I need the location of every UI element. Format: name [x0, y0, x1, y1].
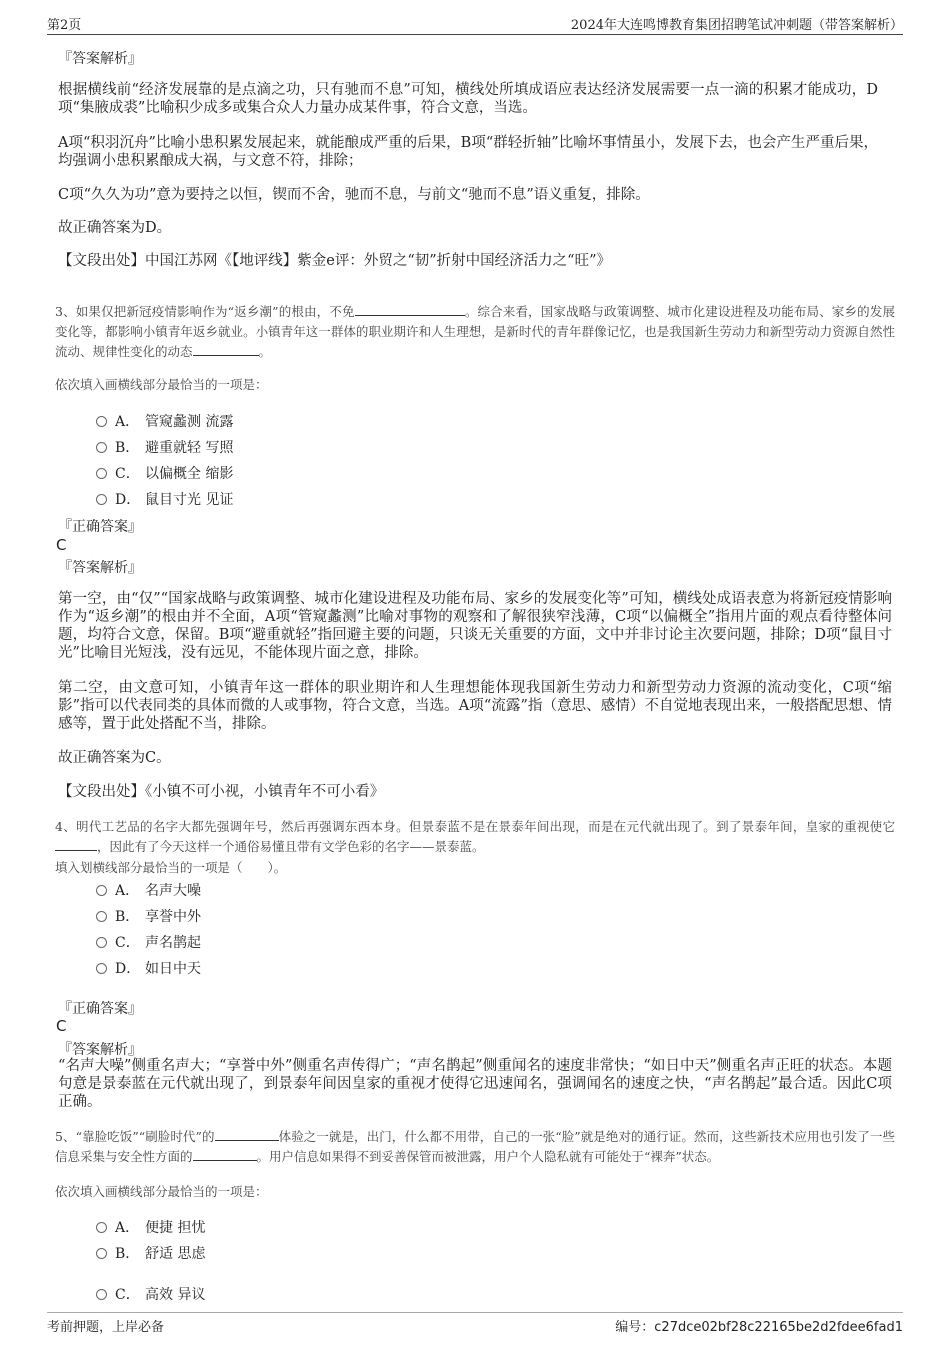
q2-analysis-p2: A项“积羽沉舟”比喻小患积累发展起来，就能酿成严重的后果，B项“群轻折轴”比喻坏事情虽小，发展下去，也会产生严重后果，均强调小患积累酿成大祸，与文意不符，排除； — [58, 135, 878, 169]
radio-icon[interactable] — [96, 468, 107, 479]
q3-analysis-p1: 第一空，由“仅”“国家战略与政策调整、城市化建设进程及功能布局、家乡的发展变化等”可知，横线处成语表意为将新冠疫情影响作为“返乡潮”的根由并不全面，A项“管窥蠡测”比喻对事物的观察和了解很狭窄浅薄，C项“以偏概全”指用片面的观点看待整体问题，均符合文意，保留。B项“避重就轻”指回避主要的问题，只谈无关重要的方面，文中并非讨论主次要问题，排除；D项“鼠目寸光”比喻目光短浅，没有远见，不能体现片面之意，排除。 — [58, 591, 892, 661]
q3-option-c[interactable]: C． 以偏概全 缩影 — [96, 463, 233, 483]
q4-option-a[interactable]: A． 名声大噪 — [96, 880, 201, 900]
q4-analysis: “名声大噪”侧重名声大；“享誉中外”侧重名声传得广；“声名鹊起”侧重闻名的速度非常快；“如日中天”侧重名声正旺的状态。本题句意是景泰蓝在元代就出现了，到景泰年间因皇家的重视才使得它迅速闻名，强调闻名的速度之快，“声名鹊起”最合适。因此C项正确。 — [58, 1058, 892, 1110]
blank-1 — [355, 303, 465, 316]
radio-icon[interactable] — [96, 416, 107, 427]
page-number: 第2页 — [47, 18, 82, 33]
question-5-text: 5、“靠脸吃饭”“刷脸时代”的 体验之一就是，出门，什么都不用带，自己的一张“脸”就是绝对的通行证。然而，这些新技术应用也引发了一些信息采集与安全性方面的 。用户信息如果得不到妥善保管而被泄露，用户个人隐私就有可能处于“裸奔”状态。 — [55, 1129, 895, 1164]
q3-answer: C — [56, 536, 67, 554]
q3-source: 【文段出处】《小镇不可小视，小镇青年不可小看》 — [58, 784, 385, 800]
q3-option-d[interactable]: D． 鼠目寸光 见证 — [96, 489, 233, 509]
footer-slogan: 考前押题，上岸必备 — [47, 1320, 165, 1335]
blank-2 — [193, 343, 259, 356]
q5-option-a[interactable]: A． 便捷 担忧 — [96, 1217, 205, 1237]
q2-final-answer: 故正确答案为D。 — [58, 220, 172, 236]
radio-icon[interactable] — [96, 494, 107, 505]
q5-option-b[interactable]: B． 舒适 思虑 — [96, 1243, 205, 1263]
q3-final-answer: 故正确答案为C。 — [58, 750, 171, 766]
q3-option-b[interactable]: B． 避重就轻 写照 — [96, 437, 233, 457]
analysis-label-q4: 『答案解析』 — [58, 1042, 142, 1058]
q2-analysis-p3: C项“久久为功”意为要持之以恒，锲而不舍，驰而不息，与前文“驰而不息”语义重复，排除。 — [58, 187, 650, 203]
question-4-prompt: 填入划横线部分最恰当的一项是（ ）。 — [55, 860, 287, 875]
blank-1 — [55, 838, 97, 851]
q4-option-d[interactable]: D． 如日中天 — [96, 958, 201, 978]
radio-icon[interactable] — [96, 1248, 107, 1259]
q4-option-c[interactable]: C． 声名鹊起 — [96, 932, 201, 952]
q2-source: 【文段出处】中国江苏网《【地评线】紫金e评：外贸之“韧”折射中国经济活力之“旺”》 — [58, 253, 611, 269]
analysis-label-q2: 『答案解析』 — [58, 51, 142, 67]
page-header — [47, 12, 903, 35]
document-title: 2024年大连鸣博教育集团招聘笔试冲刺题（带答案解析） — [570, 18, 903, 33]
q3-option-a[interactable]: A． 管窥蠡测 流露 — [96, 411, 233, 431]
blank-1 — [215, 1128, 279, 1141]
radio-icon[interactable] — [96, 963, 107, 974]
radio-icon[interactable] — [96, 1289, 107, 1300]
radio-icon[interactable] — [96, 885, 107, 896]
radio-icon[interactable] — [96, 442, 107, 453]
radio-icon[interactable] — [96, 1222, 107, 1233]
q3-analysis-p2: 第二空，由文意可知，小镇青年这一群体的职业期许和人生理想能体现我国新生劳动力和新型劳动力资源的流动变化，C项“缩影”指可以代表同类的具体而微的人或事物，符合文意，当选。A项“流露”指（意思、感情）不自觉地表现出来，一般搭配思想、情感等，置于此处搭配不当，排除。 — [58, 680, 892, 732]
question-3-prompt: 依次填入画横线部分最恰当的一项是： — [55, 377, 268, 392]
page-footer — [47, 1312, 903, 1337]
correct-label-q3: 『正确答案』 — [58, 519, 142, 535]
radio-icon[interactable] — [96, 911, 107, 922]
analysis-label-q3: 『答案解析』 — [58, 560, 142, 576]
q4-answer: C — [56, 1017, 67, 1035]
question-3-text: 3、如果仅把新冠疫情影响作为“返乡潮”的根由，不免 。综合来看，国家战略与政策调整、城市化建设进程及功能布局、家乡的发展变化等，都影响小镇青年返乡就业。小镇青年这一群体的职业期许和人生理想，是新时代的青年群像记忆，也是我国新生劳动力和新型劳动力资源自然性流动、规律性变化的动态 。 — [55, 304, 895, 359]
q5-option-c[interactable]: C． 高效 异议 — [96, 1284, 205, 1304]
document-code: 编号：c27dce02bf28c22165be2d2fdee6fad1 — [615, 1320, 903, 1335]
question-5-prompt: 依次填入画横线部分最恰当的一项是： — [55, 1184, 268, 1199]
correct-label-q4: 『正确答案』 — [58, 1001, 142, 1017]
blank-2 — [193, 1148, 257, 1161]
question-4-text: 4、明代工艺品的名字大都先强调年号，然后再强调东西本身。但景泰蓝不是在景泰年间出现，而是在元代就出现了。到了景泰年间，皇家的重视使它，因此有了今天这样一个通俗易懂且带有文学色彩的名字——景泰蓝。 — [55, 819, 895, 854]
radio-icon[interactable] — [96, 937, 107, 948]
q2-analysis-p1: 根据横线前“经济发展靠的是点滴之功，只有驰而不息”可知，横线处所填成语应表达经济发展需要一点一滴的积累才能成功，D项“集腋成裘”比喻积少成多或集合众人力量办成某件事，符合文意，当选。 — [58, 82, 878, 116]
q4-option-b[interactable]: B． 享誉中外 — [96, 906, 201, 926]
